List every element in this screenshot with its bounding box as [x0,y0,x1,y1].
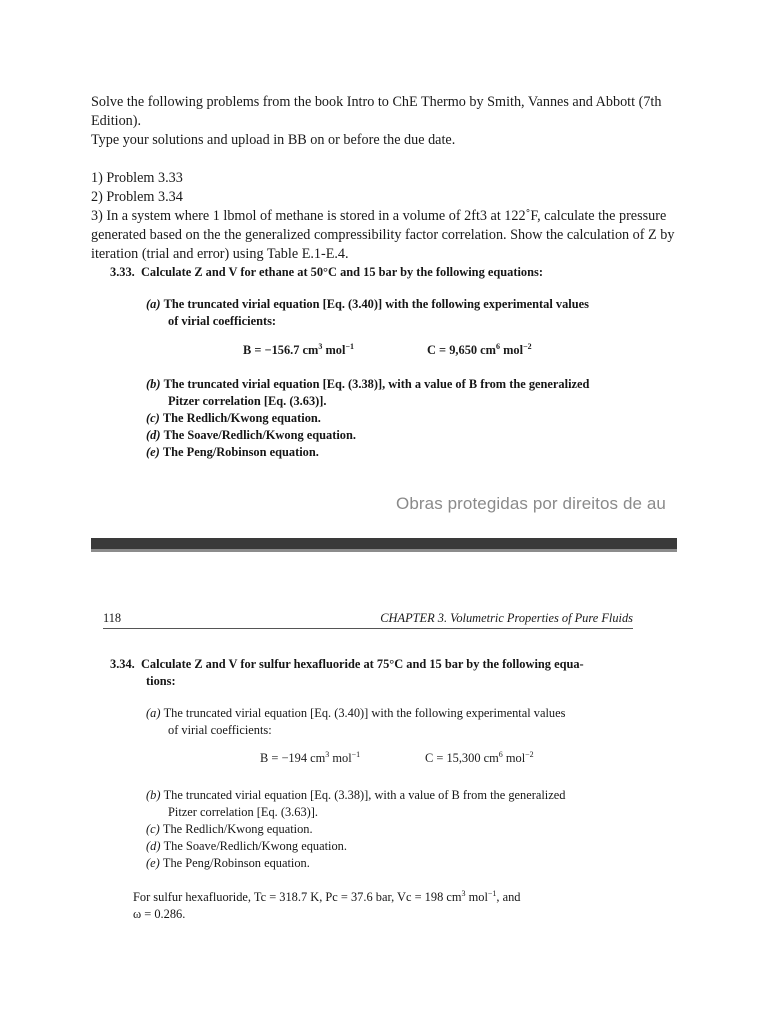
part-b-label-334: (b) [146,788,161,802]
problem-3-33 [110,264,650,281]
part-a-text-2-334: of virial coefficients: [168,723,272,737]
sf6-properties-note: For sulfur hexafluoride, Tc = 318.7 K, Pc = 37.6 bar, Vc = 198 $cm^3$ mol$^{-1}$, and ω = 0.286. [133,889,643,923]
part-c-label-334: (c) [146,822,160,836]
problem-3-33-parts-b-e [146,376,646,461]
part-e-text: The Peng/Robinson equation. [162,445,319,459]
equation-b-334: B = −194 $cm^3$ mol$^{-1}$ [260,749,361,765]
part-a-text-1-334: The truncated virial equation [Eq. (3.40)] with the following experimental values [163,706,566,720]
header-rule [103,628,633,629]
problem-3-33-heading: 3.33. Calculate Z and V for ethane at 50°C and 15 bar by the following equations: [110,265,543,279]
part-d-label: (d) [146,428,161,442]
problem-item-2: 2) Problem 3.34 [91,189,183,205]
part-d-text-334: The Soave/Redlich/Kwong equation. [163,839,347,853]
problem-3-34-part-a [146,705,646,739]
part-e-text-334: The Peng/Robinson equation. [162,856,310,870]
part-c-text-334: The Redlich/Kwong equation. [162,822,313,836]
problem-3-34-heading: 3.34. Calculate Z and V for sulfur hexafluoride at 75°C and 15 bar by the following equa- [110,657,584,671]
part-c-text: The Redlich/Kwong equation. [162,411,321,425]
problem-3-34 [110,656,650,690]
part-b-text-1-334: The truncated virial equation [Eq. (3.38)], with a value of B from the generalized [163,788,566,802]
part-b-text-2: Pitzer correlation [Eq. (3.63)]. [168,394,327,408]
part-b-label: (b) [146,377,161,391]
part-e-label-334: (e) [146,856,160,870]
equation-c-333: C = 9,650 $cm^6$ mol$^{-2}$ [427,341,532,357]
part-d-text: The Soave/Redlich/Kwong equation. [163,428,356,442]
part-a-text-1: The truncated virial equation [Eq. (3.40)] with the following experimental values [163,297,589,311]
watermark-text: Obras protegidas por direitos de au [396,494,666,513]
instructions-line-2: Type your solutions and upload in BB on or before the due date. [91,132,456,148]
part-a-text-2: of virial coefficients: [168,314,277,328]
part-b-text-2-334: Pitzer correlation [Eq. (3.63)]. [168,805,319,819]
problem-3-33-part-a [146,296,646,330]
instructions-block [91,93,681,264]
instructions-line-1: Solve the following problems from the book Intro to ChE Thermo by Smith, Vannes and Abbott (7th Edition). [91,94,662,129]
part-a-label-334: (a) [146,706,161,720]
problem-item-1: 1) Problem 3.33 [91,170,183,186]
part-d-label-334: (d) [146,839,161,853]
equation-b-333: B = −156.7 $cm^3$ mol$^{-1}$ [243,341,355,357]
equation-c-334: C = 15,300 $cm^6$ mol$^{-2}$ [425,749,534,765]
part-b-text-1: The truncated virial equation [Eq. (3.38)], with a value of B from the generalized [163,377,590,391]
sf6-properties-line-2: ω = 0.286. [133,907,186,921]
problem-item-3: 3) In a system where 1 lbmol of methane is stored in a volume of 2ft3 at 122˚F, calculate the pressure generated based on the the generalized compressibility factor correlation. Show the calculation of Z by iteration (trial and error) using Table E.1-E.4. [91,208,675,262]
page-number: 118 [103,611,122,625]
problem-3-34-heading-2: tions: [146,674,176,688]
part-e-label: (e) [146,445,160,459]
part-a-label: (a) [146,297,161,311]
problem-3-34-parts-b-e [146,787,646,872]
part-c-label: (c) [146,411,160,425]
sf6-properties-line-1: For sulfur hexafluoride, Tc = 318.7 K, Pc = 37.6 bar, Vc = 198 cm [133,890,462,904]
page-divider-bar [91,538,677,552]
chapter-title: CHAPTER 3. Volumetric Properties of Pure Fluids [380,611,633,625]
